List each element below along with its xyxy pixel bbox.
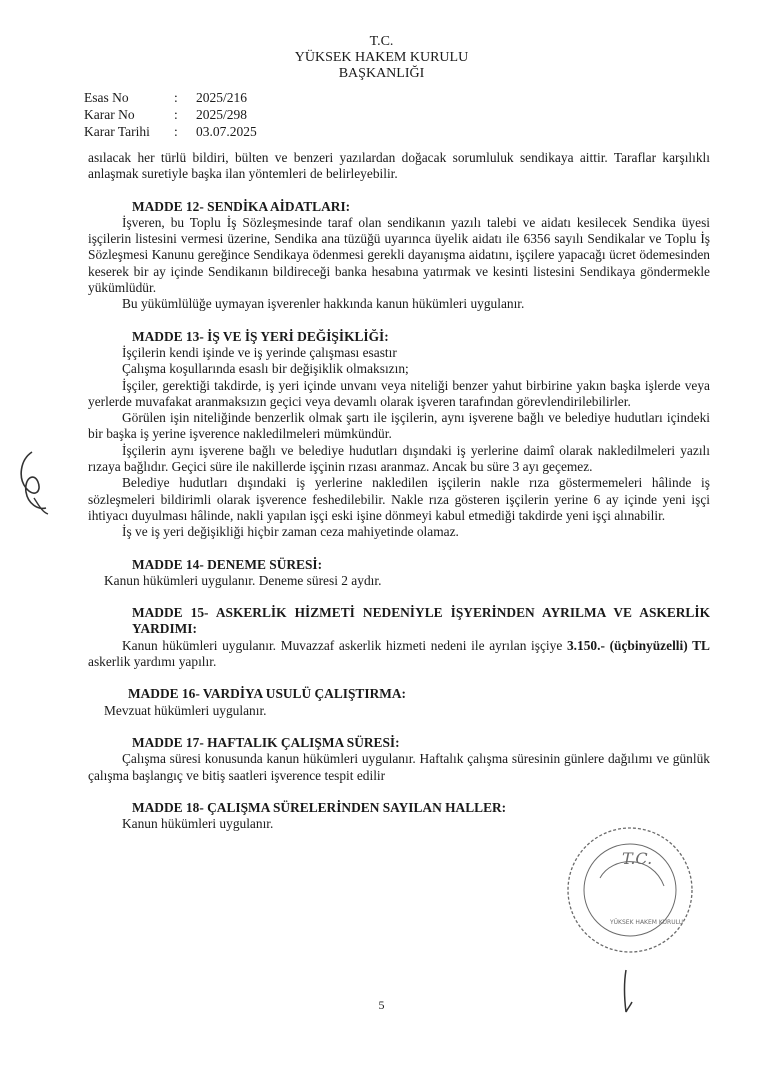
madde-14-paragraph: Kanun hükümleri uygulanır. Deneme süresi 2 aydır. bbox=[104, 572, 382, 588]
header-institution: YÜKSEK HAKEM KURULU bbox=[294, 50, 469, 65]
madde-12-paragraph: İşveren, bu Toplu İş Sözleşmesinde taraf olan sendikanın yazılı talebi ve aidatı kesilecek Sendika üyesi işçilerin listesini vermesi üzerine, Sendika ana tüzüğü uyarınca üyelik aidatı ile 6356 sayılı Sendikalar ve Toplu İş Sözleşmesi Kanunu gereğince Sendikaya ödenmesi gerekli dayanışma aidatını, işçilere yapacağı ücret ödemesinden keserek bir ay içinde Sendikanın bildireceği banka hesabına yatırmak ve kesinti listesini Sendikaya göndermekle yükümlüdür. bbox=[88, 214, 710, 296]
madde-12-title: MADDE 12- SENDİKA AİDATLARI: bbox=[132, 198, 351, 214]
case-meta bbox=[84, 89, 257, 140]
meta-row-esas bbox=[84, 89, 257, 106]
meta-colon: : bbox=[174, 124, 178, 139]
madde-13-paragraph: İşçilerin aynı işverene bağlı ve belediye hudutları dışındaki iş yerlerine daimî olarak nakledilmeleri yazılı rızaya bağlıdır. Geçici süre ile nakillerde işçinin rızası aranmaz. Ancak bu süre 3 ayı geçemez. bbox=[88, 442, 710, 475]
page-number: 5 bbox=[378, 998, 385, 1012]
document-body bbox=[88, 150, 710, 832]
meta-value: 2025/298 bbox=[196, 107, 248, 122]
meta-colon: : bbox=[174, 90, 178, 105]
madde-15-title: MADDE 15- ASKERLİK HİZMETİ NEDENİYLE İŞYERİNDEN AYRILMA VE ASKERLİK YARDIMI: bbox=[132, 605, 710, 637]
meta-row-karar bbox=[84, 106, 257, 123]
madde-13-paragraph: İşçiler, gerektiği takdirde, iş yeri içinde unvanı veya niteliği benzer yahut birbirine yakın başka işlerde veya yerlerde muvafakat aranmaksızın geçici veya devamlı olarak işveren tarafından görevlendirilebilirler. bbox=[88, 377, 710, 409]
madde-15-text-end: askerlik yardımı yapılır. bbox=[88, 654, 217, 670]
meta-value: 03.07.2025 bbox=[196, 124, 257, 139]
madde-18-title: MADDE 18- ÇALIŞMA SÜRELERİNDEN SAYILAN HALLER: bbox=[132, 799, 507, 815]
madde-15-paragraph bbox=[88, 638, 710, 671]
madde-15-amount: 3.150.- (üçbinyüzelli) TL bbox=[566, 637, 710, 653]
madde-13-paragraph: Belediye hudutları dışındaki iş yerlerine nakledilen işçilerin nakle rıza göstermemeleri hâlinde iş sözleşmeleri bildirimli olarak işverence feshedilebilir. Nakle rıza gösteren işçilerin yerine 6 ay içinde yeni işçi ihtiyacı duyulması hâlinde, nakli yapılan işçi eski işine dönmeyi kabul etmediği takdirde yeni işçi alınabilir. bbox=[88, 475, 710, 523]
document-header bbox=[0, 34, 763, 82]
header-department: BAŞKANLIĞI bbox=[338, 66, 425, 81]
madde-16-title: MADDE 16- VARDİYA USULÜ ÇALIŞTIRMA: bbox=[128, 686, 407, 702]
meta-label: Karar No bbox=[84, 107, 135, 122]
madde-12-paragraph: Bu yükümlülüğe uymayan işverenler hakkında kanun hükümleri uygulanır. bbox=[122, 296, 525, 312]
meta-label: Karar Tarihi bbox=[84, 124, 150, 139]
intro-paragraph: asılacak her türlü bildiri, bülten ve benzeri yazılardan doğacak sorumluluk sendikaya aittir. Taraflar karşılıklı anlaşmak suretiyle başka ilan yöntemleri de belirleyebilir. bbox=[88, 150, 710, 182]
madde-18-paragraph: Kanun hükümleri uygulanır. bbox=[122, 816, 274, 832]
madde-13-paragraph: İş ve iş yeri değişikliği hiçbir zaman ceza mahiyetinde olamaz. bbox=[122, 524, 459, 540]
madde-13-line: Çalışma koşullarında esaslı bir değişiklik olmaksızın; bbox=[122, 361, 409, 377]
official-seal-icon bbox=[560, 820, 700, 960]
madde-13-line: İşçilerin kendi işinde ve iş yerinde çalışması esastır bbox=[122, 344, 397, 360]
seal-text: T.C. bbox=[622, 849, 653, 868]
madde-17-paragraph: Çalışma süresi konusunda kanun hükümleri uygulanır. Haftalık çalışma süresinin günlere dağılımı ve günlük çalışma başlangıç ve bitiş saatleri işverence tespit edilir bbox=[88, 751, 710, 783]
madde-13-title: MADDE 13- İŞ VE İŞ YERİ DEĞİŞİKLİĞİ: bbox=[132, 328, 389, 344]
madde-16-paragraph: Mevzuat hükümleri uygulanır. bbox=[104, 702, 267, 718]
madde-15-text: Kanun hükümleri uygulanır. Muvazzaf askerlik hizmeti nedeni ile ayrılan işçiye bbox=[122, 637, 567, 653]
meta-colon: : bbox=[174, 107, 178, 122]
meta-row-tarih bbox=[84, 123, 257, 140]
madde-17-title: MADDE 17- HAFTALIK ÇALIŞMA SÜRESİ: bbox=[132, 734, 400, 750]
header-tc: T.C. bbox=[369, 34, 394, 49]
madde-14-title: MADDE 14- DENEME SÜRESİ: bbox=[132, 556, 323, 572]
margin-initial-mark bbox=[12, 448, 52, 518]
seal-ring-text: YÜKSEK HAKEM KURULU bbox=[610, 919, 684, 926]
madde-13-paragraph: Görülen işin niteliğinde benzerlik olmak şartı ile işçilerin, aynı işverene bağlı ve belediye hudutları içindeki bir başka iş yerine işverence nakledilmeleri mümkündür. bbox=[88, 410, 710, 442]
meta-value: 2025/216 bbox=[196, 90, 248, 105]
meta-label: Esas No bbox=[84, 90, 129, 105]
